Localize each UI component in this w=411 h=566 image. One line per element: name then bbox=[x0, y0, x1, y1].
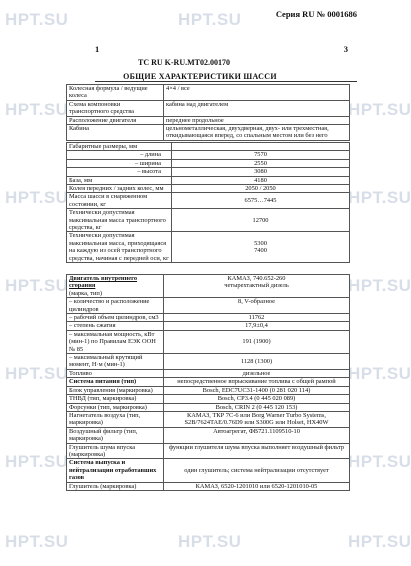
row-label: Технически допустимая максимальная масса, приходящаяся на каждую из осей транспортного средства, начиная с передней оси, кг bbox=[67, 232, 172, 263]
row-value: Bosch, CP3.4 (0 445 020 089) bbox=[164, 395, 350, 403]
row-value: 2550 bbox=[172, 159, 350, 167]
table-row bbox=[67, 427, 350, 443]
row-label: Технически допустимая максимальная масса транспортного средства, кг bbox=[67, 209, 172, 232]
row-value: 2050 / 2050 bbox=[172, 185, 350, 193]
row-value: Bosch, CRIN 2 (0 445 120 153) bbox=[164, 403, 350, 411]
row-label: Топливо bbox=[67, 369, 164, 377]
row-label: ТНВД (тип, маркировка) bbox=[67, 395, 164, 403]
row-label: Система питания (тип) bbox=[67, 378, 164, 386]
row-label: Блок управления (маркировка) bbox=[67, 386, 164, 394]
page-number-left: 1 bbox=[95, 44, 100, 54]
table-row bbox=[67, 185, 350, 193]
row-value: дизельное bbox=[164, 369, 350, 377]
row-label bbox=[67, 275, 164, 298]
row-label: Система выпуска и нейтрализации отработавших газов bbox=[67, 459, 164, 482]
table-row bbox=[67, 403, 350, 411]
title-divider bbox=[95, 81, 357, 82]
table-row bbox=[67, 159, 350, 167]
row-label: – максимальная мощность, кВт (мин-1) по Правилам ЕЭК ООН № 85 bbox=[67, 330, 164, 353]
watermark: HPT.SU bbox=[5, 10, 69, 29]
row-value: 7570 bbox=[172, 151, 350, 159]
document-code: ТС RU K-RU.MT02.00170 bbox=[138, 58, 230, 67]
engine-label: Двигатель внутреннего сгорания bbox=[69, 275, 138, 290]
table-row bbox=[67, 330, 350, 353]
row-label: – высота bbox=[67, 168, 172, 176]
row-value: Bosch, EDC7UC31-1400 (0 281 020 114) bbox=[164, 386, 350, 394]
table-row bbox=[67, 386, 350, 394]
table-row bbox=[67, 116, 350, 124]
table-row bbox=[67, 482, 350, 490]
row-label: Нагнетатель воздуха (тип, маркировка) bbox=[67, 411, 164, 427]
row-value bbox=[172, 143, 350, 151]
general-table bbox=[66, 84, 350, 141]
row-label: Воздушный фильтр (тип, маркировка) bbox=[67, 427, 164, 443]
watermark: HPT.SU bbox=[178, 10, 242, 29]
row-label: Расположение двигателя bbox=[67, 116, 164, 124]
row-label: Масса шасси в снаряженном состоянии, кг bbox=[67, 193, 172, 209]
engine-model: КАМАЗ, 740.652-260 bbox=[227, 275, 286, 282]
row-value: функции глушителя шума впуска выполняет воздушный фильтр bbox=[164, 443, 350, 459]
table-row bbox=[67, 275, 350, 298]
engine-type: четырехтактный дизель bbox=[224, 282, 289, 290]
axle-rear-value: 7400 bbox=[254, 247, 267, 255]
row-label: База, мм bbox=[67, 176, 172, 184]
watermark: HPT.SU bbox=[348, 100, 411, 119]
row-value: 6575…7445 bbox=[172, 193, 350, 209]
table-row bbox=[67, 411, 350, 427]
table-row bbox=[67, 143, 350, 151]
row-value: переднее продольное bbox=[164, 116, 350, 124]
row-value: непосредственное впрыскивание топлива с общей рампой bbox=[164, 378, 350, 386]
row-value: 3080 bbox=[172, 168, 350, 176]
row-label: – длина bbox=[67, 151, 172, 159]
row-value: 4×4 / все bbox=[164, 85, 350, 101]
watermark: HPT.SU bbox=[178, 532, 242, 551]
row-value: один глушитель; система нейтрализации отсутствует bbox=[164, 459, 350, 482]
table-row bbox=[67, 443, 350, 459]
watermark: HPT.SU bbox=[5, 188, 69, 207]
table-row bbox=[67, 100, 350, 116]
watermark: HPT.SU bbox=[5, 452, 69, 471]
row-value: КАМАЗ, 6520-1201010 или 6520-1201010-05 bbox=[164, 482, 350, 490]
row-label: – максимальный крутящий момент, Н·м (мин-1) bbox=[67, 354, 164, 370]
table-row bbox=[67, 125, 350, 141]
table-row bbox=[67, 314, 350, 322]
row-value: 1128 (1300) bbox=[164, 354, 350, 370]
row-label: Глушитель шума впуска (маркировка) bbox=[67, 443, 164, 459]
row-value bbox=[172, 232, 350, 263]
table-row bbox=[67, 193, 350, 209]
section-title: ОБЩИЕ ХАРАКТЕРИСТИКИ ШАССИ bbox=[123, 72, 277, 81]
row-value: кабина над двигателем bbox=[164, 100, 350, 116]
row-label: Колесная формула / ведущие колеса bbox=[67, 85, 164, 101]
table-row bbox=[67, 322, 350, 330]
row-value: Автоагрегат, ФВ721.1109510-10 bbox=[164, 427, 350, 443]
watermark: HPT.SU bbox=[348, 188, 411, 207]
table-row bbox=[67, 151, 350, 159]
watermark: HPT.SU bbox=[5, 100, 69, 119]
table-row bbox=[67, 85, 350, 101]
row-value: 17,9±0,4 bbox=[164, 322, 350, 330]
page-number-right: 3 bbox=[343, 44, 348, 54]
row-value: 191 (1900) bbox=[164, 330, 350, 353]
table-row bbox=[67, 395, 350, 403]
table-row bbox=[67, 298, 350, 314]
table-row bbox=[67, 168, 350, 176]
dimensions-table bbox=[66, 142, 350, 263]
row-label: Кабина bbox=[67, 125, 164, 141]
certificate-series: Серия RU № 0001686 bbox=[275, 9, 357, 19]
axle-front-value: 5300 bbox=[254, 239, 267, 247]
watermark: HPT.SU bbox=[348, 532, 411, 551]
row-label: Схема компоновки транспортного средства bbox=[67, 100, 164, 116]
row-label: Габаритные размеры, мм bbox=[67, 143, 172, 151]
watermark: HPT.SU bbox=[348, 452, 411, 471]
table-row bbox=[67, 354, 350, 370]
row-value: цельнометаллическая, двухдверная, двух- или трехместная, откидывающаяся вперед, со спальным местом или без него bbox=[164, 125, 350, 141]
row-label: – степень сжатия bbox=[67, 322, 164, 330]
row-value bbox=[164, 275, 350, 298]
row-value: 8, V-образное bbox=[164, 298, 350, 314]
watermark: HPT.SU bbox=[5, 532, 69, 551]
table-row bbox=[67, 378, 350, 386]
engine-table bbox=[66, 274, 350, 491]
row-value: КАМАЗ, ТКР 7С-6 или Borg Warner Turbo Systems, S2B/7624TAE/0.76D9 или S300G или Holset, HX40W bbox=[164, 411, 350, 427]
row-label: – рабочий объем цилиндров, см3 bbox=[67, 314, 164, 322]
watermark: HPT.SU bbox=[348, 276, 411, 295]
row-label: – количество и расположение цилиндров bbox=[67, 298, 164, 314]
row-value: 4180 bbox=[172, 176, 350, 184]
row-label: Глушитель (маркировка) bbox=[67, 482, 164, 490]
row-value: 11762 bbox=[164, 314, 350, 322]
row-value: 12700 bbox=[172, 209, 350, 232]
table-row bbox=[67, 459, 350, 482]
table-row bbox=[67, 232, 350, 263]
row-label: Форсунки (тип, маркировка) bbox=[67, 403, 164, 411]
row-label: Колея передних / задних колес, мм bbox=[67, 185, 172, 193]
engine-label-sub: (марка, тип) bbox=[69, 289, 102, 297]
row-label: – ширина bbox=[67, 159, 172, 167]
watermark: HPT.SU bbox=[348, 364, 411, 383]
table-row bbox=[67, 369, 350, 377]
watermark: HPT.SU bbox=[5, 276, 69, 295]
watermark: HPT.SU bbox=[5, 364, 69, 383]
table-row bbox=[67, 176, 350, 184]
table-row bbox=[67, 209, 350, 232]
